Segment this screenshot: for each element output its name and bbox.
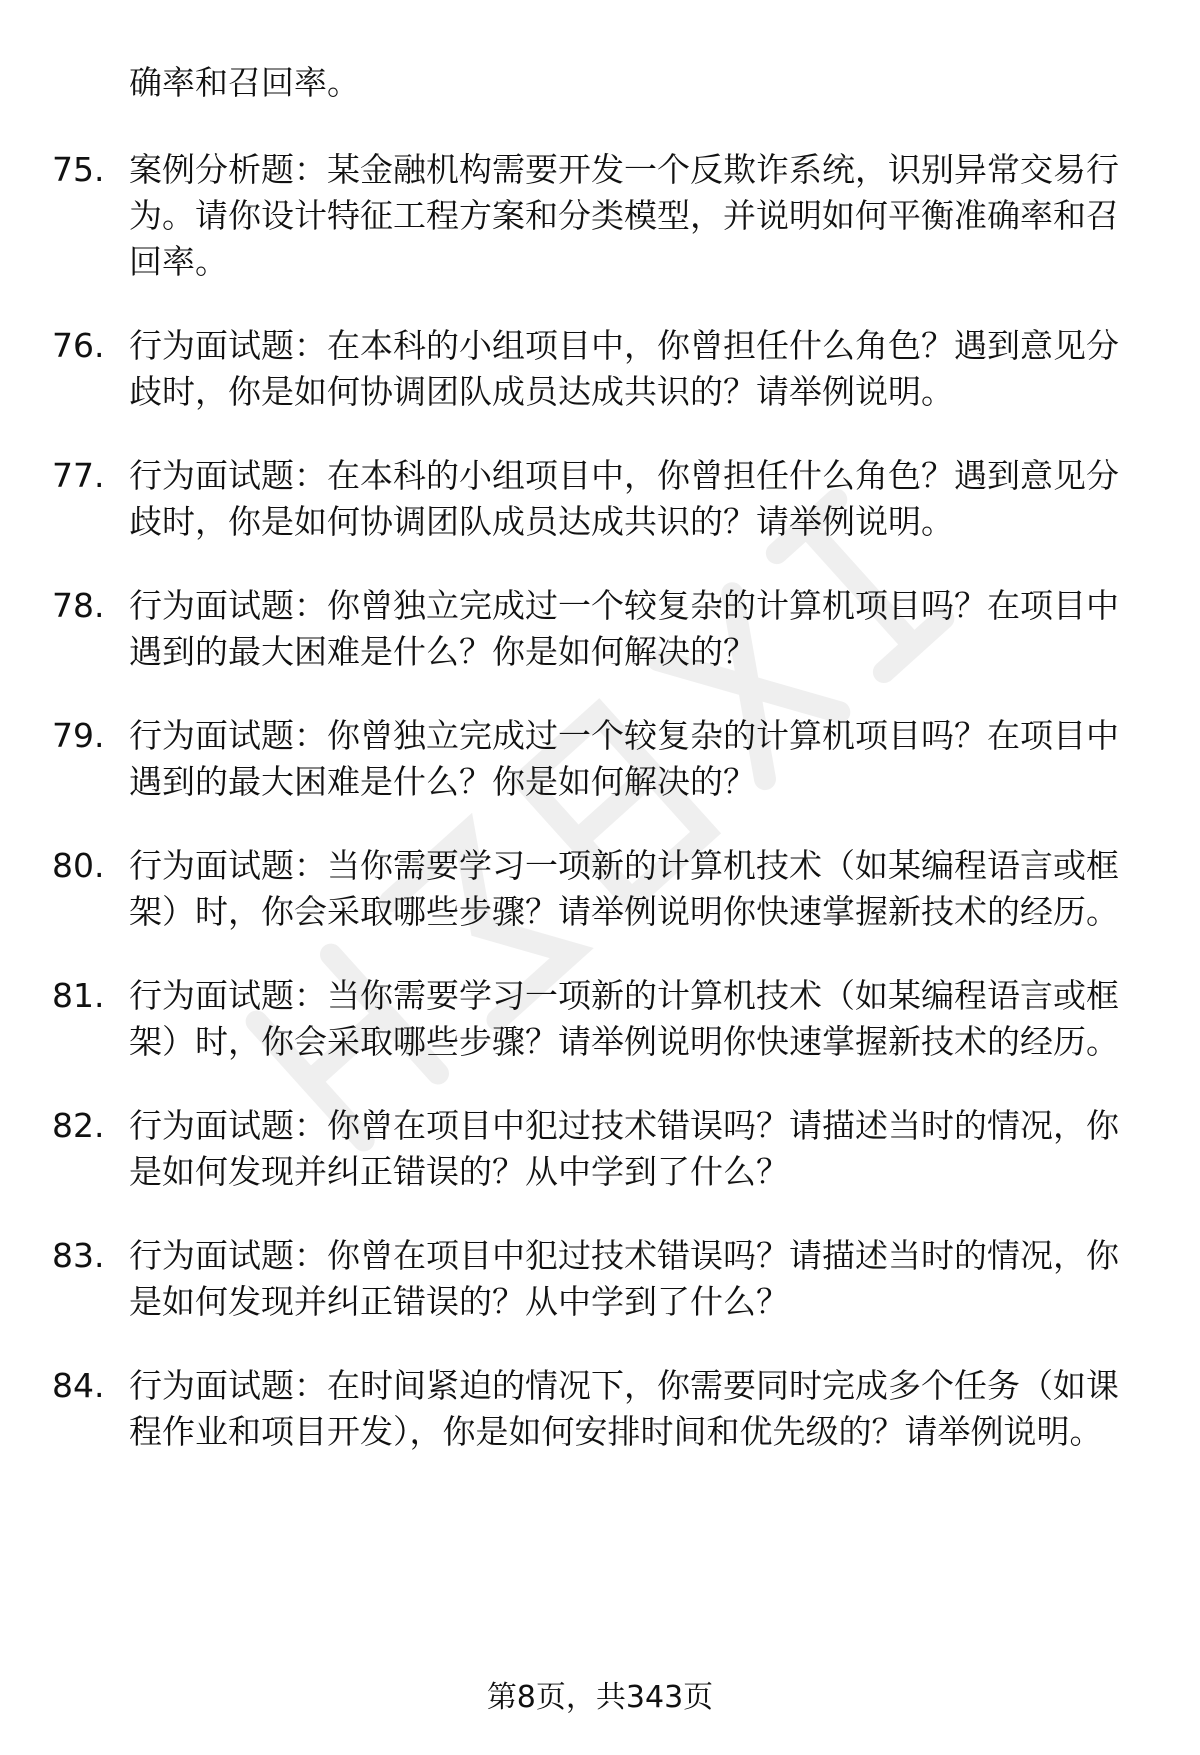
question-text: 行为面试题：你曾在项目中犯过技术错误吗？请描述当时的情况，你是如何发现并纠正错误的？从中学到了什么？ [129,1106,1119,1191]
question-item [0,583,1200,675]
question-list [0,147,1200,1493]
question-item [0,843,1200,935]
question-item [0,973,1200,1065]
question-text: 行为面试题：当你需要学习一项新的计算机技术（如某编程语言或框架）时，你会采取哪些步骤？请举例说明你快速掌握新技术的经历。 [129,976,1119,1061]
question-number: 77. [52,456,105,495]
question-number: 81. [52,976,105,1015]
question-text: 行为面试题：当你需要学习一项新的计算机技术（如某编程语言或框架）时，你会采取哪些步骤？请举例说明你快速掌握新技术的经历。 [129,846,1119,931]
question-text: 行为面试题：你曾在项目中犯过技术错误吗？请描述当时的情况，你是如何发现并纠正错误的？从中学到了什么？ [129,1236,1119,1321]
continuation-text: 确率和召回率。 [129,63,360,102]
question-item [0,323,1200,415]
question-item [0,713,1200,805]
question-item [0,1233,1200,1325]
question-text: 案例分析题：某金融机构需要开发一个反欺诈系统，识别异常交易行为。请你设计特征工程方案和分类模型，并说明如何平衡准确率和召回率。 [129,150,1119,281]
question-number: 79. [52,716,105,755]
question-number: 75. [52,150,105,189]
question-item [0,453,1200,545]
page-footer: 第8页，共343页 [486,1680,714,1715]
question-number: 84. [52,1366,105,1405]
question-number: 83. [52,1236,105,1275]
question-number: 80. [52,846,105,885]
question-text: 行为面试题：你曾独立完成过一个较复杂的计算机项目吗？在项目中遇到的最大困难是什么？你是如何解决的？ [129,586,1119,671]
question-item [0,147,1200,285]
question-text: 行为面试题：在本科的小组项目中，你曾担任什么角色？遇到意见分歧时，你是如何协调团队成员达成共识的？请举例说明。 [129,326,1119,411]
question-number: 82. [52,1106,105,1145]
question-text: 行为面试题：在时间紧迫的情况下，你需要同时完成多个任务（如课程作业和项目开发），你是如何安排时间和优先级的？请举例说明。 [129,1366,1119,1451]
question-item [0,1363,1200,1455]
question-number: 78. [52,586,105,625]
question-number: 76. [52,326,105,365]
question-text: 行为面试题：你曾独立完成过一个较复杂的计算机项目吗？在项目中遇到的最大困难是什么？你是如何解决的？ [129,716,1119,801]
question-item [0,1103,1200,1195]
question-text: 行为面试题：在本科的小组项目中，你曾担任什么角色？遇到意见分歧时，你是如何协调团队成员达成共识的？请举例说明。 [129,456,1119,541]
